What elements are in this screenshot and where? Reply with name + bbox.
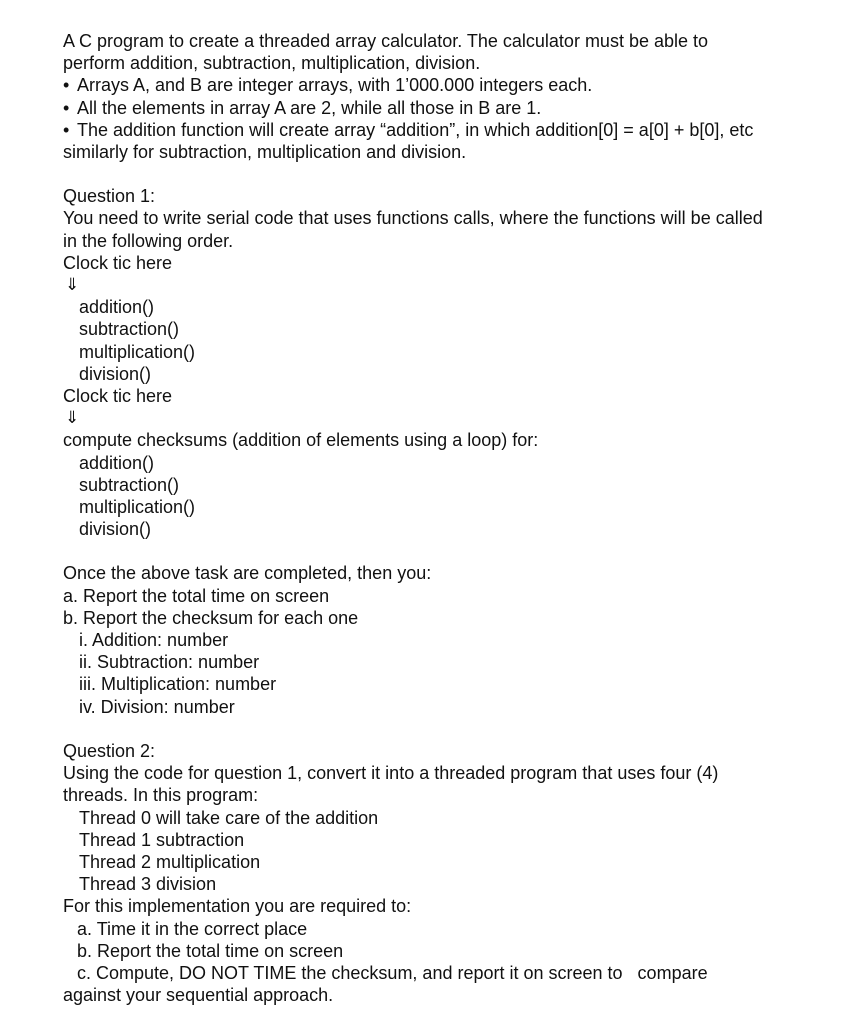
q1-function-item: multiplication()	[79, 341, 196, 362]
q1-function-item: division()	[79, 363, 152, 384]
bullet-icon: •	[63, 75, 70, 96]
q1-report-item: ii. Subtraction: number	[79, 652, 260, 673]
intro-bullet-3	[63, 119, 823, 141]
q1-desc-2: in the following order.	[63, 230, 234, 251]
q1-heading: Question 1:	[63, 186, 156, 207]
q1-report-a: a. Report the total time on screen	[63, 585, 330, 606]
q2-desc-1: Using the code for question 1, convert it into a threaded program that uses four (4)	[63, 763, 719, 784]
q2-desc-2: threads. In this program:	[63, 785, 259, 806]
q2-req-last: against your sequential approach.	[63, 985, 334, 1006]
q2-req-c: c. Compute, DO NOT TIME the checksum, and report it on screen to compare	[77, 962, 708, 983]
intro-bullet-2	[63, 97, 823, 119]
q2-thread-item: Thread 1 subtraction	[79, 829, 245, 850]
bullet-icon: •	[63, 97, 70, 118]
q1-clock-1: Clock tic here	[63, 252, 173, 273]
q2-req-intro: For this implementation you are required to:	[63, 896, 412, 917]
bullet-text: The addition function will create array “addition”, in which addition[0] = a[0] + b[0], etc	[77, 119, 754, 140]
intro-line-1: A C program to create a threaded array calculator. The calculator must be able to	[63, 31, 709, 51]
down-arrow-icon: ⇓	[65, 408, 80, 428]
q1-after: Once the above task are completed, then you:	[63, 563, 432, 584]
q2-thread-item: Thread 2 multiplication	[79, 851, 261, 872]
q2-req-b: b. Report the total time on screen	[77, 940, 344, 961]
q1-function-item: addition()	[79, 297, 155, 318]
document-page	[63, 30, 823, 1006]
q1-report-item: i. Addition: number	[79, 630, 229, 651]
q1-checksum-intro: compute checksums (addition of elements using a loop) for:	[63, 430, 539, 451]
q1-report-item: iv. Division: number	[79, 696, 235, 717]
q1-clock-2: Clock tic here	[63, 386, 173, 407]
bullet-text: Arrays A, and B are integer arrays, with 1’000.000 integers each.	[77, 75, 593, 96]
bullet-text: All the elements in array A are 2, while all those in B are 1.	[77, 97, 542, 118]
down-arrow-icon: ⇓	[65, 275, 80, 295]
q1-function-item: subtraction()	[79, 319, 180, 340]
bullet-icon: •	[63, 119, 70, 140]
q2-heading: Question 2:	[63, 740, 156, 761]
q1-report-b: b. Report the checksum for each one	[63, 607, 359, 628]
q1-report-item: iii. Multiplication: number	[79, 674, 277, 695]
q2-req-a: a. Time it in the correct place	[77, 918, 308, 939]
q1-checksum-item: multiplication()	[79, 497, 196, 518]
q1-checksum-item: subtraction()	[79, 474, 180, 495]
q1-checksum-item: addition()	[79, 452, 155, 473]
q1-desc-1: You need to write serial code that uses functions calls, where the functions will be called	[63, 208, 763, 229]
intro-line-2: perform addition, subtraction, multiplication, division.	[63, 53, 481, 74]
intro-bullet-1	[63, 74, 823, 96]
q1-checksum-item: division()	[79, 519, 152, 540]
intro-line-last: similarly for subtraction, multiplication and division.	[63, 142, 467, 163]
q2-thread-item: Thread 3 division	[79, 874, 217, 895]
q2-thread-item: Thread 0 will take care of the addition	[79, 807, 379, 828]
